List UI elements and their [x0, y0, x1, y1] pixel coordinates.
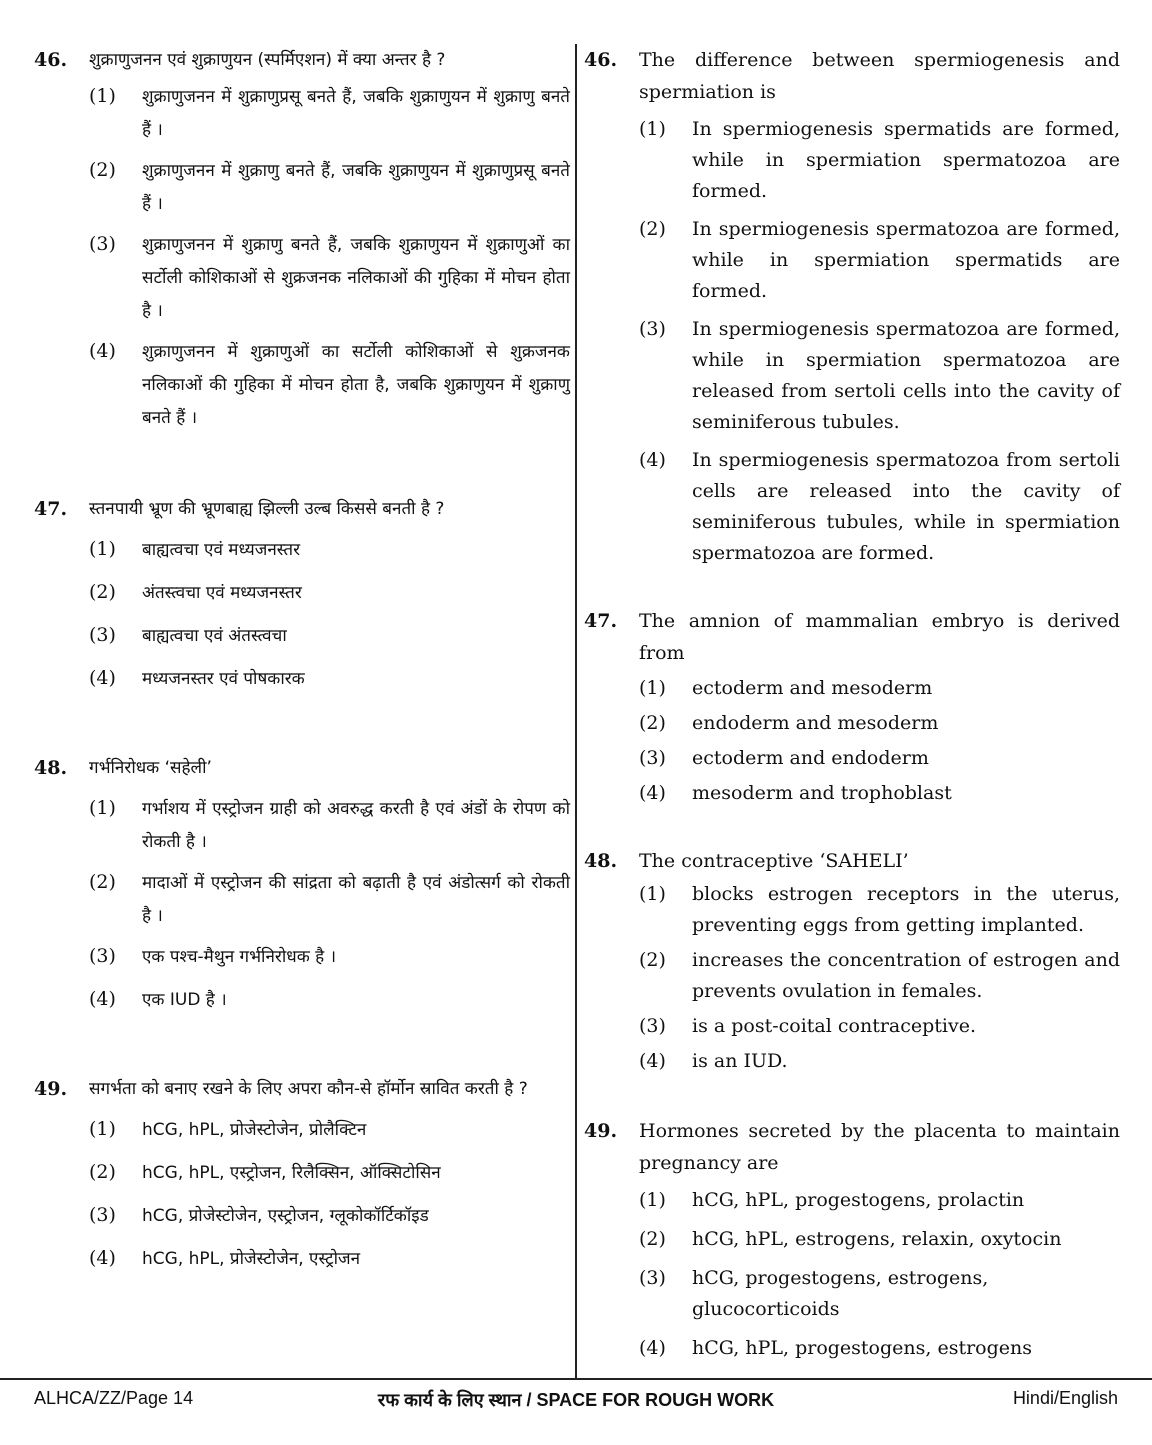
- column-divider: [575, 44, 577, 1378]
- option-text: मध्यजनस्तर एवं पोषकारक: [142, 669, 305, 689]
- option-number: (2): [639, 712, 666, 734]
- option: [639, 1011, 1120, 1042]
- option-number: (3): [639, 747, 666, 769]
- option-text: मादाओं में एस्ट्रोजन की सांद्रता को बढ़ाती है एवं अंडोत्सर्ग को रोकती है ।: [142, 873, 570, 926]
- option-number: (4): [89, 667, 116, 689]
- option-text: hCG, hPL, एस्ट्रोजन, रिलैक्सिन, ऑक्सिटोसिन: [142, 1163, 441, 1183]
- option: [89, 1157, 570, 1190]
- question-number: 46.: [34, 49, 68, 71]
- option: [89, 1243, 570, 1276]
- option: [89, 336, 570, 435]
- question-number: 48.: [34, 757, 68, 779]
- option: [639, 314, 1120, 438]
- option-text: बाह्यत्वचा एवं मध्यजनस्तर: [142, 540, 301, 560]
- option: [639, 445, 1120, 569]
- option-text: In spermiogenesis spermatozoa are formed, while in spermiation spermatids are formed.: [692, 218, 1120, 302]
- option: [639, 1185, 1120, 1216]
- option-number: (1): [89, 538, 116, 560]
- option: [639, 945, 1120, 1007]
- option: [89, 577, 570, 610]
- question-text: शुक्राणुजनन एवं शुक्राणुयन (स्पर्मिएशन) में क्या अन्तर है ?: [89, 50, 446, 70]
- option: [89, 867, 570, 933]
- option-number: (4): [639, 1337, 666, 1359]
- option-number: (4): [639, 449, 666, 471]
- hindi-column: [34, 44, 570, 1276]
- option: [89, 1200, 570, 1233]
- option-text: बाह्यत्वचा एवं अंतस्त्वचा: [142, 626, 287, 646]
- question-48-english: [584, 845, 1120, 1077]
- question-text: The amnion of mammalian embryo is derived from: [639, 610, 1120, 664]
- option: [89, 81, 570, 147]
- question-46-hindi: [34, 44, 570, 435]
- option-number: (2): [639, 949, 666, 971]
- option-number: (3): [89, 624, 116, 646]
- option-number: (3): [89, 945, 116, 967]
- option-number: (1): [639, 1189, 666, 1211]
- question-49-english: [584, 1115, 1120, 1364]
- option-number: (1): [639, 118, 666, 140]
- option-number: (3): [639, 1015, 666, 1037]
- option-text: hCG, progestogens, estrogens, glucocorticoids: [692, 1267, 989, 1320]
- option-text: ectoderm and endoderm: [692, 747, 929, 769]
- option-text: गर्भाशय में एस्ट्रोजन ग्राही को अवरुद्ध करती है एवं अंडों के रोपण को रोकती है ।: [142, 799, 570, 852]
- option: [89, 534, 570, 567]
- question-number: 46.: [584, 49, 618, 71]
- option: [639, 1263, 1120, 1325]
- option: [639, 214, 1120, 307]
- option-number: (4): [89, 988, 116, 1010]
- option: [639, 879, 1120, 941]
- option-text: अंतस्त्वचा एवं मध्यजनस्तर: [142, 583, 302, 603]
- option: [89, 229, 570, 328]
- option-number: (1): [639, 677, 666, 699]
- option-text: In spermiogenesis spermatids are formed, while in spermiation spermatozoa are formed.: [692, 118, 1120, 202]
- option: [639, 1224, 1120, 1255]
- option: [89, 941, 570, 974]
- option-number: (4): [89, 1247, 116, 1269]
- option-number: (4): [639, 782, 666, 804]
- question-text: गर्भनिरोधक ‘सहेली’: [89, 758, 212, 778]
- option-text: hCG, hPL, प्रोजेस्टोजेन, प्रोलैक्टिन: [142, 1120, 367, 1140]
- language-label: Hindi/English: [1012, 1388, 1118, 1408]
- option-text: is an IUD.: [692, 1050, 788, 1072]
- option-text: शुक्राणुजनन में शुक्राणु बनते हैं, जबकि शुक्राणुयन में शुक्राणुप्रसू बनते हैं ।: [142, 161, 570, 214]
- question-47-english: [584, 605, 1120, 809]
- option-text: एक पश्च-मैथुन गर्भनिरोधक है ।: [142, 947, 337, 967]
- question-number: 47.: [34, 498, 68, 520]
- option-number: (3): [89, 233, 116, 255]
- option-number: (2): [89, 1161, 116, 1183]
- option-number: (1): [89, 1118, 116, 1140]
- question-text: स्तनपायी भ्रूण की भ्रूणबाह्य झिल्ली उल्ब किससे बनती है ?: [89, 499, 445, 519]
- option-text: blocks estrogen receptors in the uterus, preventing eggs from getting implanted.: [692, 883, 1120, 936]
- option: [89, 620, 570, 653]
- option-text: is a post-coital contraceptive.: [692, 1015, 977, 1037]
- option-number: (2): [89, 159, 116, 181]
- english-column: [584, 44, 1120, 1364]
- option-number: (2): [639, 218, 666, 240]
- option-number: (2): [89, 871, 116, 893]
- option-number: (3): [639, 318, 666, 340]
- option: [639, 673, 1120, 704]
- option-number: (2): [89, 581, 116, 603]
- option: [639, 778, 1120, 809]
- option-number: (3): [89, 1204, 116, 1226]
- option: [89, 663, 570, 696]
- question-text: The contraceptive ‘SAHELI’: [639, 850, 909, 872]
- question-47-hindi: [34, 493, 570, 696]
- option-number: (1): [89, 797, 116, 819]
- option-text: शुक्राणुजनन में शुक्राणुओं का सर्टोली कोशिकाओं से शुक्रजनक नलिकाओं की गुहिका में मोचन होता है, जबकि शुक्राणुयन में शुक्राणु बनते हैं ।: [142, 342, 570, 428]
- option-number: (4): [89, 340, 116, 362]
- rough-work-label: रफ कार्य के लिए स्थान / SPACE FOR ROUGH WORK: [377, 1390, 775, 1410]
- option-text: mesoderm and trophoblast: [692, 782, 952, 804]
- option: [89, 984, 570, 1017]
- question-number: 48.: [584, 850, 618, 872]
- question-text: The difference between spermiogenesis and spermiation is: [639, 49, 1120, 103]
- option-text: ectoderm and mesoderm: [692, 677, 933, 699]
- option: [639, 708, 1120, 739]
- option: [89, 793, 570, 859]
- option-text: hCG, hPL, progestogens, estrogens: [692, 1337, 1033, 1359]
- option-text: increases the concentration of estrogen and prevents ovulation in females.: [692, 949, 1120, 1002]
- question-text: सगर्भता को बनाए रखने के लिए अपरा कौन-से हॉर्मोन स्रावित करती है ?: [89, 1079, 528, 1099]
- question-text: Hormones secreted by the placenta to maintain pregnancy are: [639, 1120, 1120, 1174]
- option: [639, 114, 1120, 207]
- option: [89, 155, 570, 221]
- option-number: (1): [89, 85, 116, 107]
- page-code: ALHCA/ZZ/Page 14: [34, 1388, 194, 1408]
- option-text: In spermiogenesis spermatozoa from sertoli cells are released into the cavity of seminiferous tubules, while in spermiation spermatozoa are formed.: [692, 449, 1120, 564]
- option-text: hCG, hPL, estrogens, relaxin, oxytocin: [692, 1228, 1062, 1250]
- question-number: 49.: [584, 1120, 618, 1142]
- option: [639, 743, 1120, 774]
- question-49-hindi: [34, 1073, 570, 1276]
- option-text: hCG, hPL, प्रोजेस्टोजेन, एस्ट्रोजन: [142, 1249, 361, 1269]
- option: [639, 1046, 1120, 1077]
- option-text: In spermiogenesis spermatozoa are formed, while in spermiation spermatozoa are released from sertoli cells into the cavity of seminiferous tubules.: [692, 318, 1120, 433]
- option-text: शुक्राणुजनन में शुक्राणुप्रसू बनते हैं, जबकि शुक्राणुयन में शुक्राणु बनते हैं ।: [142, 87, 570, 140]
- question-46-english: [584, 44, 1120, 569]
- option-text: शुक्राणुजनन में शुक्राणु बनते हैं, जबकि शुक्राणुयन में शुक्राणुओं का सर्टोली कोशिकाओं से शुक्रजनक नलिकाओं की गुहिका में मोचन होता है ।: [142, 235, 570, 321]
- option-text: एक IUD है ।: [142, 990, 227, 1010]
- option-text: endoderm and mesoderm: [692, 712, 939, 734]
- question-number: 49.: [34, 1078, 68, 1100]
- footer-rule: [0, 1378, 1152, 1380]
- option: [639, 1333, 1120, 1364]
- question-48-hindi: [34, 752, 570, 1017]
- question-number: 47.: [584, 610, 618, 632]
- option-number: (1): [639, 883, 666, 905]
- option-number: (4): [639, 1050, 666, 1072]
- option-text: hCG, प्रोजेस्टोजेन, एस्ट्रोजन, ग्लूकोकॉर्टिकॉइड: [142, 1206, 429, 1226]
- option-number: (2): [639, 1228, 666, 1250]
- option: [89, 1114, 570, 1147]
- option-text: hCG, hPL, progestogens, prolactin: [692, 1189, 1025, 1211]
- option-number: (3): [639, 1267, 666, 1289]
